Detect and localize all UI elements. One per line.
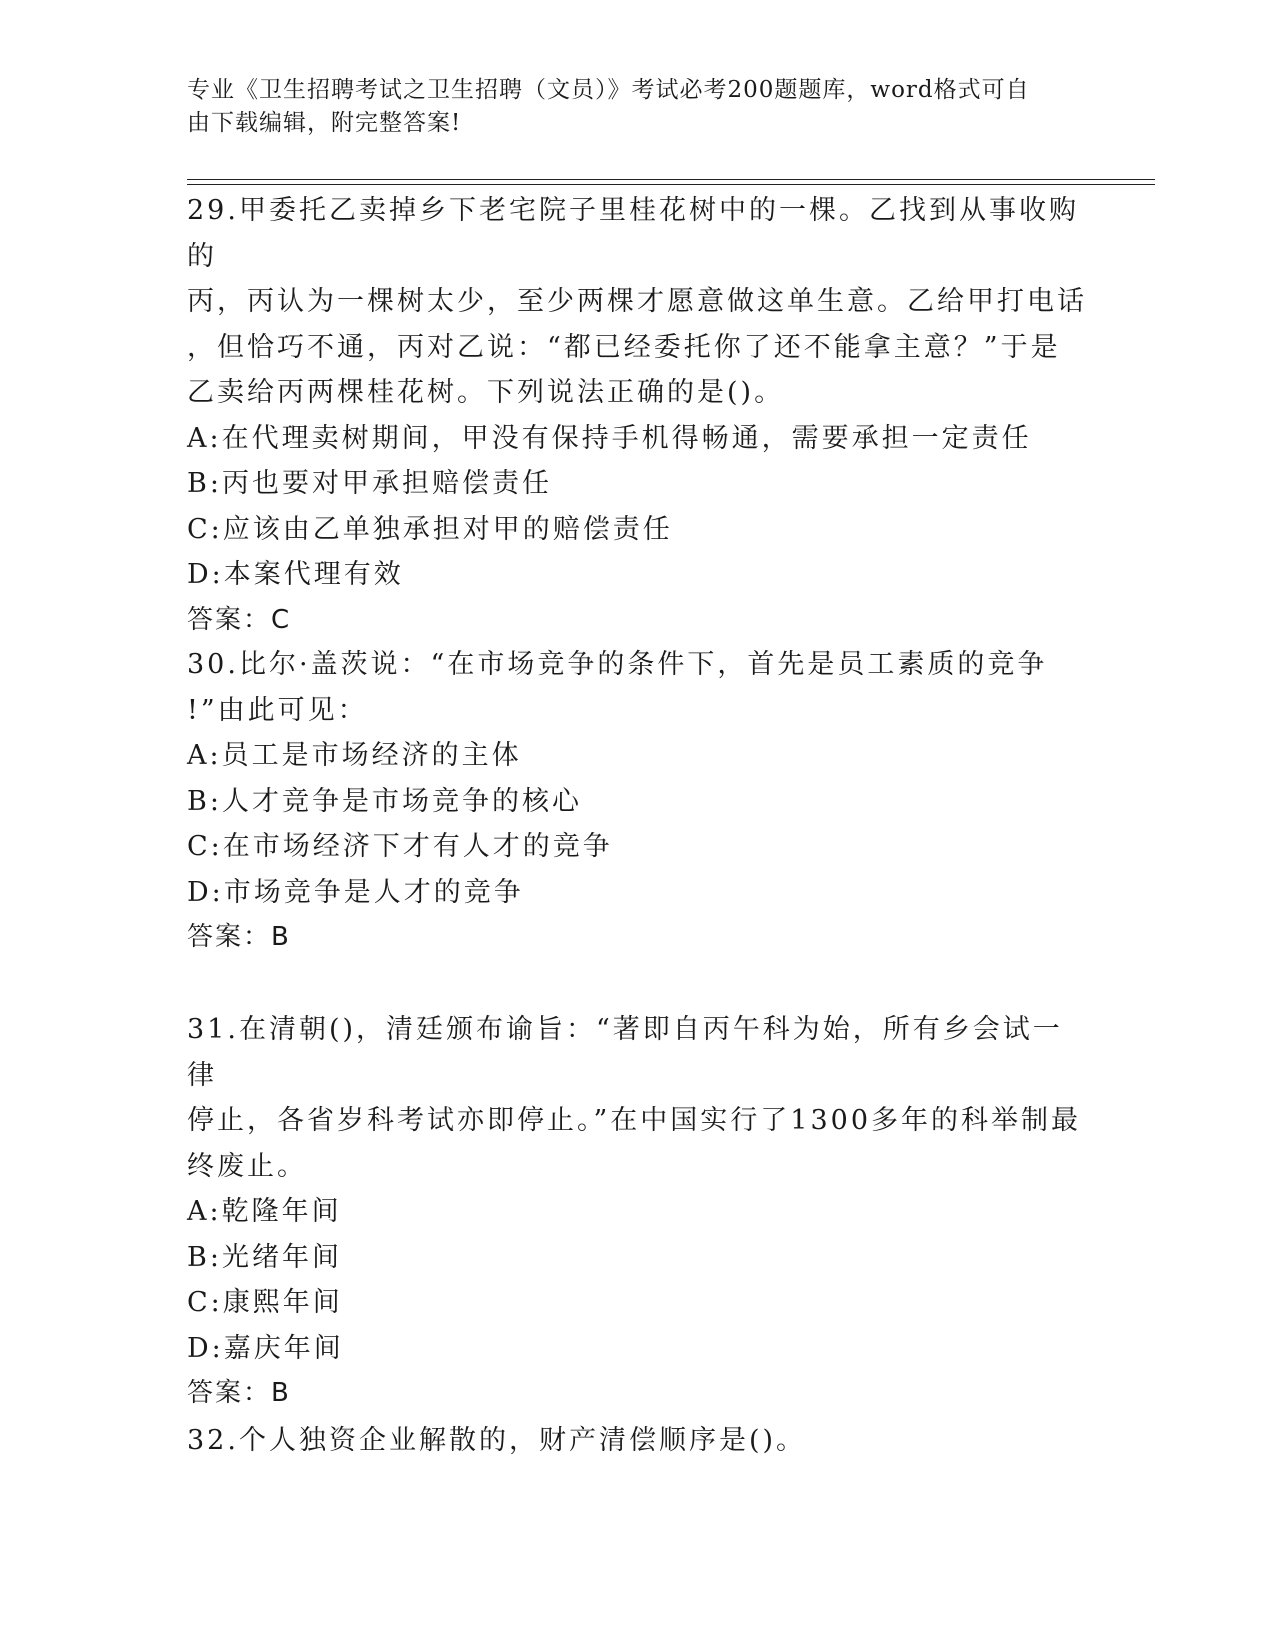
option-c: C:在市场经济下才有人才的竞争 <box>187 831 613 862</box>
question-30 <box>187 642 1087 961</box>
question-line: 31.在清朝()，清廷颁布谕旨：“著即自丙午科为始，所有乡会试一律 <box>187 1014 1063 1091</box>
question-line: 终废止。 <box>187 1150 307 1182</box>
answer-label: 答案：C <box>187 604 292 635</box>
option-d: D:嘉庆年间 <box>187 1332 344 1364</box>
header-title-line-1: 专业《卫生招聘考试之卫生招聘（文员）》考试必考200题题库，word格式可自 <box>187 77 1030 103</box>
question-line: ，但恰巧不通，丙对乙说：“都已经委托你了还不能拿主意？”于是 <box>187 331 1061 363</box>
question-text <box>187 1418 1087 1464</box>
question-line: 丙，丙认为一棵树太少，至少两棵才愿意做这单生意。乙给甲打电话 <box>187 286 1087 317</box>
option-b: B:光绪年间 <box>187 1241 342 1273</box>
header-divider-top <box>187 179 1155 180</box>
question-text <box>187 188 1087 416</box>
question-line: 乙卖给丙两棵桂花树。下列说法正确的是()。 <box>187 377 785 408</box>
question-text <box>187 642 1087 733</box>
option-d: D:本案代理有效 <box>187 559 404 590</box>
question-text <box>187 1007 1087 1189</box>
option-b: B:人才竞争是市场竞争的核心 <box>187 785 582 817</box>
option-a: A:乾隆年间 <box>187 1196 342 1227</box>
header-divider-bottom <box>187 184 1155 185</box>
question-29 <box>187 188 1087 643</box>
header-title-line-2: 由下载编辑，附完整答案! <box>187 110 462 136</box>
option-d: D:市场竞争是人才的竞争 <box>187 876 524 908</box>
option-c: C:康熙年间 <box>187 1287 343 1318</box>
option-c: C:应该由乙单独承担对甲的赔偿责任 <box>187 513 673 545</box>
option-b: B:丙也要对甲承担赔偿责任 <box>187 468 552 499</box>
document-header <box>187 74 1067 140</box>
answer-label: 答案：B <box>187 1378 291 1408</box>
question-line: !”由此可见： <box>187 694 368 726</box>
question-line: 30.比尔·盖茨说：“在市场竞争的条件下，首先是员工素质的竞争 <box>187 649 1048 680</box>
option-a: A:员工是市场经济的主体 <box>187 740 522 771</box>
question-line: 32.个人独资企业解散的，财产清偿顺序是()。 <box>187 1425 807 1456</box>
question-line: 停止，各省岁科考试亦即停止。”在中国实行了1300多年的科举制最 <box>187 1105 1082 1136</box>
option-a: A:在代理卖树期间，甲没有保持手机得畅通，需要承担一定责任 <box>187 422 1032 454</box>
question-31 <box>187 1007 1087 1417</box>
question-line: 29.甲委托乙卖掉乡下老宅院子里桂花树中的一棵。乙找到从事收购的 <box>187 195 1079 272</box>
answer-label: 答案：B <box>187 922 291 952</box>
question-32 <box>187 1418 1087 1464</box>
